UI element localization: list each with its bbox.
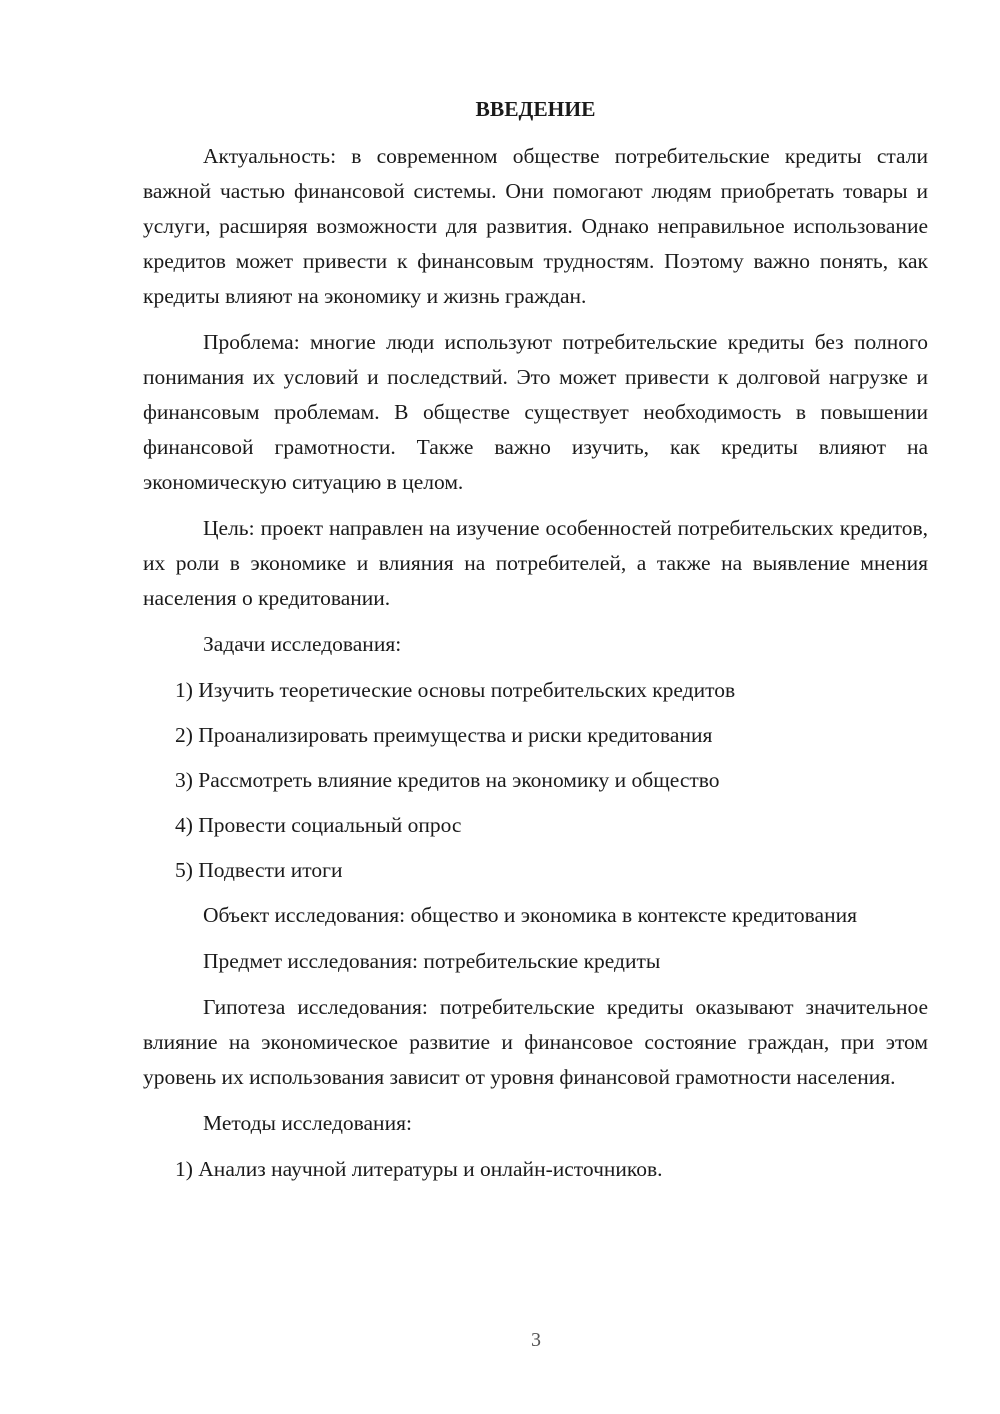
document-page	[143, 92, 928, 1197]
tasks-list	[143, 673, 928, 888]
paragraph-subject: Предмет исследования: потребительские кредиты	[203, 949, 661, 973]
methods-list	[143, 1152, 928, 1187]
tasks-heading: Задачи исследования:	[203, 632, 402, 656]
list-item: 1) Изучить теоретические основы потребительских кредитов	[175, 678, 736, 702]
paragraph-problem: Проблема: многие люди используют потребительские кредиты без полного понимания их условий и последствий. Это может привести к долговой нагрузке и финансовым проблемам. В обществе существует необходимость в повышении финансовой грамотности. Также важно изучить, как кредиты влияют на экономическую ситуацию в целом.	[143, 330, 928, 494]
paragraph-relevance: Актуальность: в современном обществе потребительские кредиты стали важной частью финансовой системы. Они помогают людям приобретать товары и услуги, расширяя возможности для развития. Однако неправильное использование кредитов может привести к финансовым трудностям. Поэтому важно понять, как кредиты влияют на экономику и жизнь граждан.	[143, 144, 928, 308]
list-item: 5) Подвести итоги	[175, 858, 343, 882]
list-item: 2) Проанализировать преимущества и риски кредитования	[175, 723, 713, 747]
methods-heading: Методы исследования:	[203, 1111, 412, 1135]
list-item: 4) Провести социальный опрос	[175, 813, 462, 837]
paragraph-goal: Цель: проект направлен на изучение особенностей потребительских кредитов, их роли в экономике и влияния на потребителей, а также на выявление мнения населения о кредитовании.	[143, 516, 928, 610]
list-item: 3) Рассмотреть влияние кредитов на экономику и общество	[175, 768, 720, 792]
page-number: 3	[531, 1329, 541, 1351]
section-title: ВВЕДЕНИЕ	[475, 97, 596, 121]
list-item: 1) Анализ научной литературы и онлайн-источников.	[175, 1157, 663, 1181]
paragraph-object: Объект исследования: общество и экономика в контексте кредитования	[203, 903, 857, 927]
paragraph-hypothesis: Гипотеза исследования: потребительские кредиты оказывают значительное влияние на экономическое развитие и финансовое состояние граждан, при этом уровень их использования зависит от уровня финансовой грамотности населения.	[143, 995, 928, 1089]
